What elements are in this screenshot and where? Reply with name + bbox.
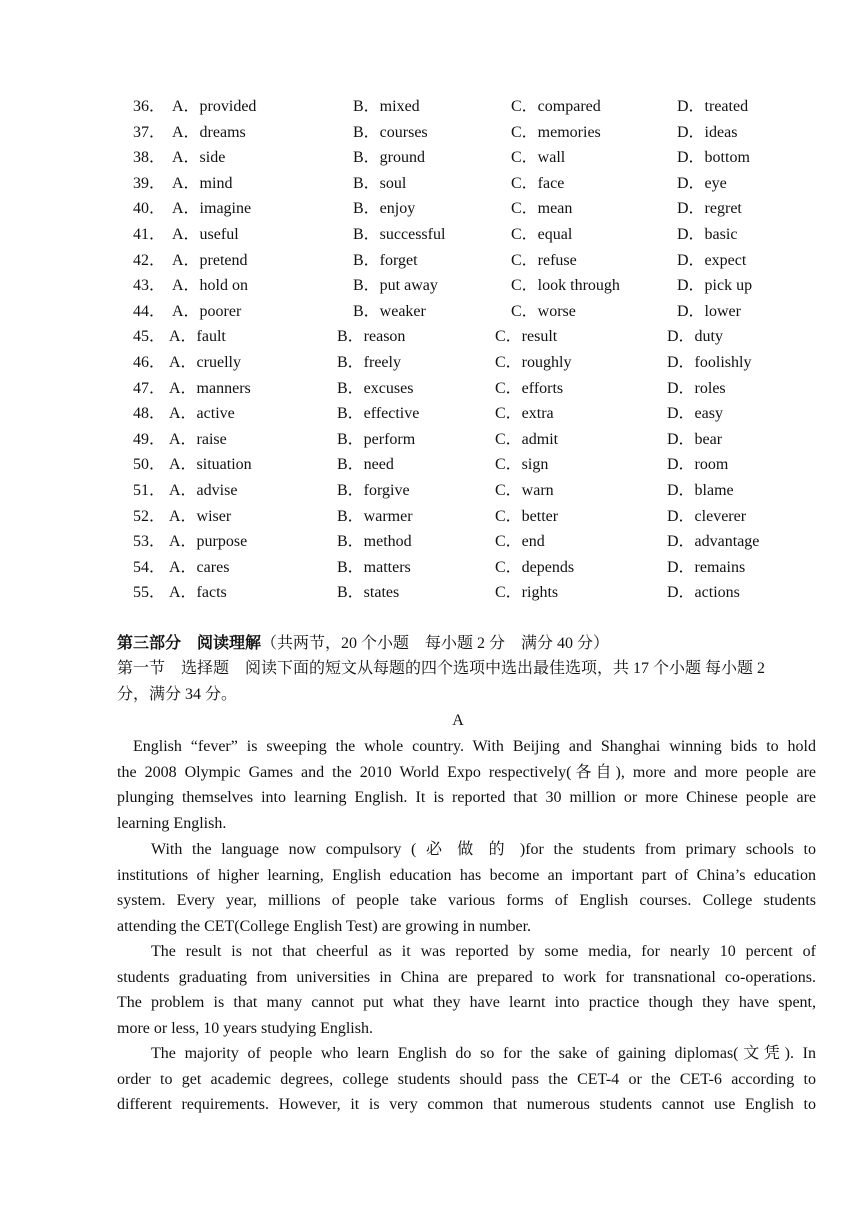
question-number: 36． xyxy=(133,98,166,115)
option-b: B．successful xyxy=(353,226,446,243)
question-row xyxy=(133,222,813,247)
option-d: D．lower xyxy=(677,302,741,320)
option-c: C．mean xyxy=(511,200,573,218)
question-row xyxy=(133,504,813,529)
option-b: B．freely xyxy=(337,354,401,371)
option-b: B．forget xyxy=(353,251,418,269)
section-instruction-line2: 分，满分 34 分。 xyxy=(117,686,238,703)
option-b: B．forgive xyxy=(337,482,410,499)
question-row xyxy=(133,171,813,196)
option-c: C．compared xyxy=(511,98,601,115)
question-row xyxy=(133,196,813,221)
option-a: A．poorer xyxy=(172,302,242,320)
section-note: （共两节，20 个小题 每小题 2 分 满分 40 分） xyxy=(261,635,610,652)
question-number: 53． xyxy=(133,533,166,551)
paragraph-line: English “fever” is sweeping the whole country. With Beijing and Shanghai winning bids to hold xyxy=(133,738,816,755)
option-c: C．depends xyxy=(495,558,575,576)
question-number: 40． xyxy=(133,200,166,218)
question-number: 52． xyxy=(133,507,166,525)
option-b: B．perform xyxy=(337,430,416,448)
paragraph-line: learning English. xyxy=(117,814,227,832)
option-b: B．soul xyxy=(353,174,407,192)
option-c: C．roughly xyxy=(495,354,572,371)
option-a: A．side xyxy=(172,149,226,167)
option-b: B．put away xyxy=(353,277,438,295)
question-row xyxy=(133,350,813,375)
option-c: C．sign xyxy=(495,456,549,474)
option-d: D．treated xyxy=(677,98,749,115)
question-number: 37． xyxy=(133,123,166,141)
option-c: C．worse xyxy=(511,302,576,320)
option-b: B．need xyxy=(337,456,394,474)
question-row xyxy=(133,145,813,170)
option-a: A．hold on xyxy=(172,277,249,295)
option-a: A．useful xyxy=(172,226,239,243)
option-a: A．imagine xyxy=(172,200,252,218)
option-b: B．states xyxy=(337,584,400,602)
passage-paragraph xyxy=(117,837,816,939)
question-row xyxy=(133,273,813,298)
paragraph-line: With the language now compulsory ( 必 做 的 )for the students from primary schools to xyxy=(151,841,816,858)
passage-paragraph xyxy=(117,734,816,836)
option-c: C．result xyxy=(495,328,558,346)
option-a: A．raise xyxy=(169,430,227,448)
option-d: D．bottom xyxy=(677,149,750,167)
option-b: B．warmer xyxy=(337,507,413,525)
option-d: D．blame xyxy=(667,482,734,499)
question-number: 54． xyxy=(133,558,166,576)
question-number: 43． xyxy=(133,277,166,295)
option-d: D．room xyxy=(667,456,729,474)
option-c: C．end xyxy=(495,533,545,551)
paragraph-line: plunging themselves into learning English. It is reported that 30 million or more Chinese people are xyxy=(117,789,816,807)
option-a: A．situation xyxy=(169,456,252,474)
question-number: 47． xyxy=(133,379,166,397)
question-row xyxy=(133,427,813,452)
option-b: B．weaker xyxy=(353,302,426,320)
option-d: D．basic xyxy=(677,226,738,243)
option-a: A．dreams xyxy=(172,123,246,141)
option-a: A．pretend xyxy=(172,251,248,269)
question-row xyxy=(133,529,813,554)
question-number: 45． xyxy=(133,328,166,346)
option-a: A．purpose xyxy=(169,533,248,551)
paragraph-line: students graduating from universities in China are prepared to work for transnational co-operations. xyxy=(117,968,816,986)
question-number: 55． xyxy=(133,584,166,602)
option-d: D．roles xyxy=(667,379,726,397)
question-row xyxy=(133,248,813,273)
option-d: D．eye xyxy=(677,174,727,192)
option-d: D．pick up xyxy=(677,277,753,295)
option-c: C．extra xyxy=(495,405,554,423)
option-c: C．face xyxy=(511,174,565,192)
option-b: B．ground xyxy=(353,149,426,167)
paragraph-line: attending the CET(College English Test) are growing in number. xyxy=(117,917,532,935)
section-instruction-line1: 第一节 选择题 阅读下面的短文从每题的四个选项中选出最佳选项，共 17 个小题 每小题 2 xyxy=(117,660,766,677)
option-a: A．advise xyxy=(169,482,238,499)
question-number: 41． xyxy=(133,226,166,243)
option-c: C．warn xyxy=(495,482,554,499)
option-b: B．matters xyxy=(337,558,411,576)
option-d: D．easy xyxy=(667,405,723,423)
question-number: 48． xyxy=(133,405,166,423)
option-d: D．ideas xyxy=(677,123,738,141)
paragraph-line: order to get academic degrees, college students should pass the CET-4 or the CET-6 according to xyxy=(117,1070,816,1088)
question-row xyxy=(133,94,813,119)
option-a: A．mind xyxy=(172,174,233,192)
question-row xyxy=(133,478,813,503)
option-b: B．effective xyxy=(337,405,420,423)
option-a: A．fault xyxy=(169,328,226,346)
paragraph-line: The problem is that many cannot put what they have learnt into practice though they have spent, xyxy=(117,994,816,1012)
option-b: B．excuses xyxy=(337,379,414,397)
option-b: B．courses xyxy=(353,123,428,141)
option-d: D．actions xyxy=(667,584,740,602)
option-b: B．mixed xyxy=(353,98,420,115)
option-b: B．reason xyxy=(337,328,406,346)
option-c: C．efforts xyxy=(495,379,564,397)
option-d: D．foolishly xyxy=(667,354,752,371)
passage-paragraph xyxy=(117,939,816,1041)
option-c: C．rights xyxy=(495,584,559,602)
option-d: D．bear xyxy=(667,430,723,448)
paragraph-line: different requirements. However, it is very common that numerous students cannot use English to xyxy=(117,1096,816,1114)
option-d: D．cleverer xyxy=(667,507,747,525)
option-a: A．cruelly xyxy=(169,354,241,371)
option-a: A．provided xyxy=(172,98,257,115)
question-number: 42． xyxy=(133,251,166,269)
question-number: 49． xyxy=(133,430,166,448)
passage-title: A xyxy=(452,712,464,729)
option-c: C．admit xyxy=(495,430,559,448)
question-number: 44． xyxy=(133,302,166,320)
paragraph-line: system. Every year, millions of people take various forms of English courses. College students xyxy=(117,892,816,910)
question-row xyxy=(133,299,813,324)
paragraph-line: the 2008 Olympic Games and the 2010 World Expo respectively(各自), more and more people are xyxy=(117,763,816,781)
option-b: B．enjoy xyxy=(353,200,416,218)
paragraph-line: The majority of people who learn English do so for the sake of gaining diplomas(文凭). In xyxy=(151,1045,816,1062)
option-c: C．wall xyxy=(511,149,566,167)
option-d: D．advantage xyxy=(667,533,760,551)
option-a: A．cares xyxy=(169,558,230,576)
option-a: A．manners xyxy=(169,379,251,397)
question-row xyxy=(133,401,813,426)
paragraph-line: The result is not that cheerful as it was reported by some media, for nearly 10 percent of xyxy=(151,943,816,960)
question-row xyxy=(133,452,813,477)
option-a: A．active xyxy=(169,405,235,423)
paragraph-line: more or less, 10 years studying English. xyxy=(117,1019,373,1037)
option-d: D．duty xyxy=(667,328,724,346)
paragraph-line: institutions of higher learning, English education has become an important part of China’s education xyxy=(117,866,816,884)
option-c: C．refuse xyxy=(511,251,577,269)
option-c: C．better xyxy=(495,507,559,525)
option-c: C．look through xyxy=(511,277,620,295)
option-a: A．wiser xyxy=(169,507,232,525)
option-c: C．equal xyxy=(511,226,573,243)
question-number: 39． xyxy=(133,174,166,192)
question-row xyxy=(133,376,813,401)
option-a: A．facts xyxy=(169,584,227,602)
question-number: 38． xyxy=(133,149,166,167)
section-title: 第三部分 阅读理解 xyxy=(117,635,262,652)
question-row xyxy=(133,555,813,580)
option-c: C．memories xyxy=(511,123,601,141)
option-b: B．method xyxy=(337,533,412,551)
passage-paragraph xyxy=(117,1041,816,1118)
option-d: D．expect xyxy=(677,251,747,269)
question-row xyxy=(133,324,813,349)
question-number: 50． xyxy=(133,456,166,474)
question-row xyxy=(133,120,813,145)
option-d: D．remains xyxy=(667,558,746,576)
question-number: 46． xyxy=(133,354,166,371)
question-number: 51． xyxy=(133,482,166,499)
question-row xyxy=(133,580,813,605)
section-heading xyxy=(117,631,609,656)
option-d: D．regret xyxy=(677,200,742,218)
